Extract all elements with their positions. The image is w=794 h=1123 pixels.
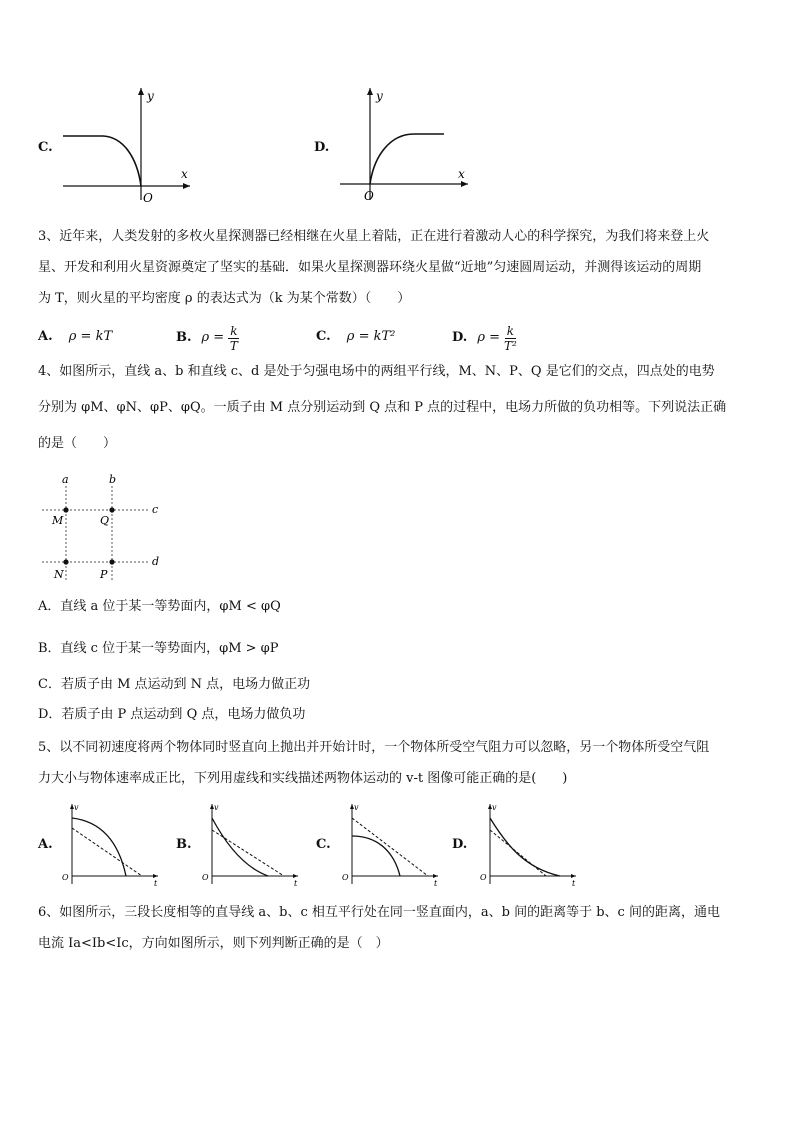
- q5-option-d-label: D.: [452, 837, 468, 852]
- q5-option-c-label: C.: [316, 837, 331, 852]
- q5-line-1: 5、以不同初速度将两个物体同时竖直向上抛出并开始计时，一个物体所受空气阻力可以忽略，另一个物体所受空气阻: [38, 740, 710, 755]
- q2-graph-c: [55, 82, 205, 207]
- q5-graph-c: [338, 800, 448, 890]
- q3-option-b: [176, 318, 239, 358]
- q5d-t-label: t: [572, 879, 576, 888]
- q3-option-b-fraction: [228, 324, 239, 353]
- q4-label-d: d: [152, 555, 160, 568]
- q2c-origin-label: O: [143, 191, 153, 205]
- q3-option-b-label: B.: [176, 330, 192, 345]
- q5-option-b-label: B.: [176, 837, 192, 852]
- q5-line-2: 力大小与物体速率成正比，下列用虚线和实线描述两物体运动的 v-t 图像可能正确的是( ): [38, 771, 568, 786]
- q5d-origin: O: [480, 873, 487, 882]
- q4-option-d: D．若质子由 P 点运动到 Q 点，电场力做负功: [38, 707, 306, 722]
- q5a-v-label: v: [74, 803, 79, 812]
- q3-option-a: [38, 328, 112, 346]
- q4-field-diagram: [38, 472, 168, 584]
- q3-option-c-expr: ρ = kT²: [346, 329, 396, 344]
- q3-line-2: 星、开发和利用火星资源奠定了坚实的基础．如果火星探测器环绕火星做“近地”匀速圆周运动，并测得该运动的周期: [38, 260, 702, 275]
- q3-option-d-fraction: [504, 324, 517, 353]
- q6-line-2: 电流 Ia<Ib<Ic，方向如图所示，则下列判断正确的是（ ）: [38, 936, 389, 951]
- q4-label-m: M: [52, 514, 64, 527]
- q3-option-b-num: k: [230, 323, 238, 338]
- q5-graph-a: [58, 800, 168, 890]
- q3-line-3: 为 T，则火星的平均密度 ρ 的表达式为（k 为某个常数）（ ）: [38, 291, 411, 306]
- q4-label-q: Q: [100, 514, 110, 527]
- q5a-origin: O: [62, 873, 69, 882]
- q4-point-p: [109, 559, 114, 564]
- q3-option-c: [316, 328, 395, 346]
- q2c-x-label: x: [181, 167, 188, 181]
- q4-label-p: P: [100, 568, 108, 581]
- q5c-t-label: t: [434, 879, 438, 888]
- q4-label-n: N: [54, 568, 64, 581]
- q2-option-c-label: C.: [38, 140, 53, 155]
- q4-point-q: [109, 507, 114, 512]
- q6-line-1: 6、如图所示，三段长度相等的直导线 a、b、c 相互平行处在同一竖直面内，a、b 间的距离等于 b、c 间的距离，通电: [38, 905, 720, 920]
- q3-option-b-lhs: ρ =: [201, 330, 225, 345]
- q2-option-d-label: D.: [314, 140, 330, 155]
- q5a-t-label: t: [154, 879, 158, 888]
- q3-option-d-num: k: [506, 323, 515, 338]
- q5c-v-label: v: [354, 803, 359, 812]
- q3-option-b-den: T: [229, 338, 238, 353]
- q3-line-1: 3、近年来，人类发射的多枚火星探测器已经相继在火星上着陆，正在进行着激动人心的科学探究，为我们将来登上火: [38, 229, 710, 244]
- q4-option-b: B．直线 c 位于某一等势面内，φM > φP: [38, 641, 279, 656]
- q4-line-3: 的是（ ）: [38, 436, 117, 451]
- q4-option-c: C．若质子由 M 点运动到 N 点，电场力做正功: [38, 677, 311, 692]
- q4-label-b: b: [109, 473, 117, 486]
- q3-option-c-label: C.: [316, 329, 331, 344]
- q4-line-2: 分别为 φM、φN、φP、φQ。一质子由 M 点分别运动到 Q 点和 P 点的过程中，电场力所做的负功相等。下列说法正确: [38, 400, 727, 415]
- q2-graph-d: [332, 82, 482, 207]
- q3-option-d-den: T²: [504, 338, 517, 353]
- q5-option-a-label: A.: [38, 837, 53, 852]
- q3-option-d: [452, 318, 517, 358]
- q5-graph-d: [476, 800, 586, 890]
- q2c-y-label: y: [147, 89, 154, 103]
- q3-option-a-expr: ρ = kT: [68, 329, 113, 344]
- q5-graph-b: [198, 800, 308, 890]
- q4-point-m: [63, 507, 68, 512]
- q5b-t-label: t: [294, 879, 298, 888]
- q2d-origin-label: O: [364, 189, 374, 203]
- q3-option-d-label: D.: [452, 330, 468, 345]
- q5b-origin: O: [202, 873, 209, 882]
- q3-option-a-label: A.: [38, 329, 53, 344]
- q4-label-c: c: [152, 503, 159, 516]
- q4-option-a: A．直线 a 位于某一等势面内，φM < φQ: [38, 599, 281, 614]
- q2d-x-label: x: [458, 167, 465, 181]
- q4-point-n: [63, 559, 68, 564]
- q5b-v-label: v: [214, 803, 219, 812]
- q2d-y-label: y: [376, 89, 383, 103]
- q4-line-1: 4、如图所示，直线 a、b 和直线 c、d 是处于匀强电场中的两组平行线，M、N、P、Q 是它们的交点，四点处的电势: [38, 364, 715, 379]
- q5d-v-label: v: [492, 803, 497, 812]
- q5c-origin: O: [342, 873, 349, 882]
- q4-label-a: a: [62, 473, 69, 486]
- q3-option-d-lhs: ρ =: [477, 330, 501, 345]
